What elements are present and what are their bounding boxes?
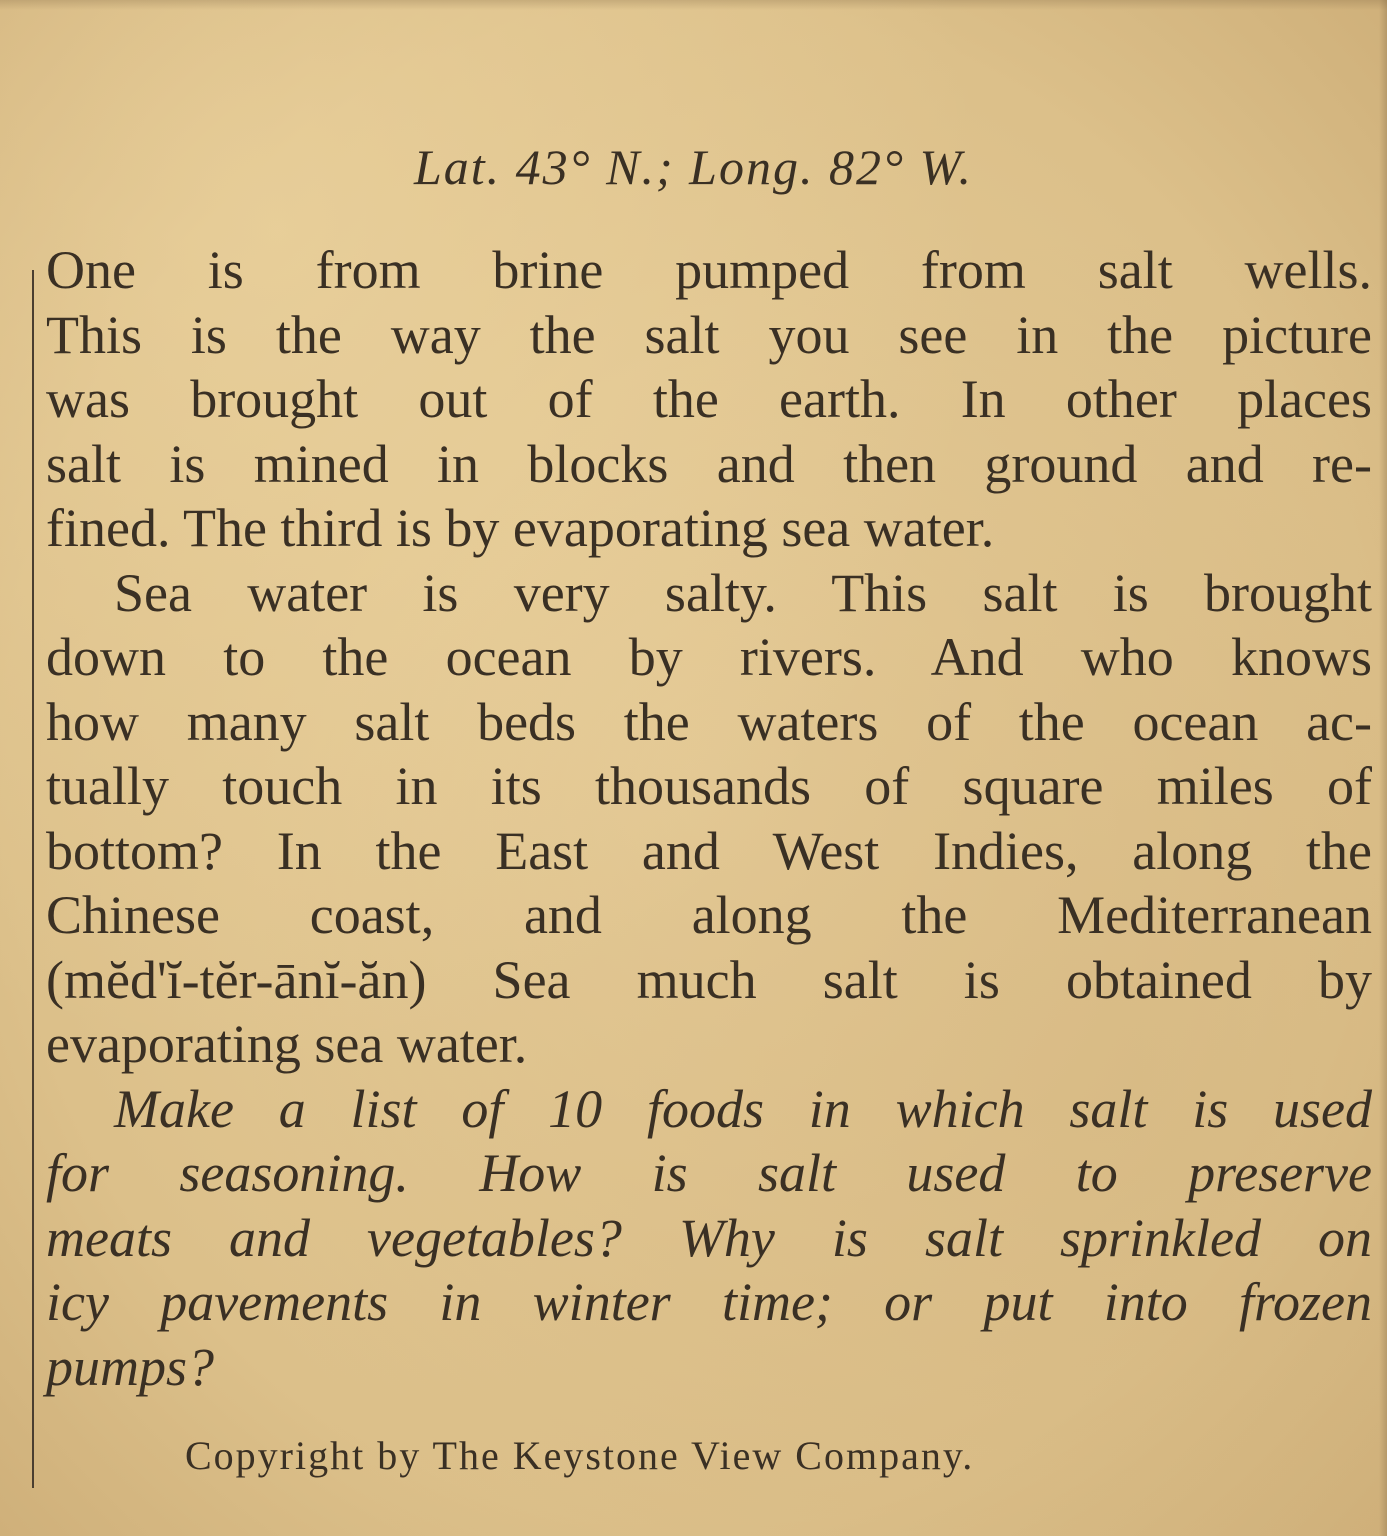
paragraph1-line: fined. The third is by evaporating sea water. [46, 498, 995, 558]
body-text [46, 238, 1372, 1399]
paragraph2-line: (mĕd'ĭ-tĕr-ānĭ-ăn) Sea much salt is obtained by [46, 949, 1372, 1010]
paragraph1-line: This is the way the salt you see in the picture [46, 304, 1372, 365]
question-line: meats and vegetables? Why is salt sprinkled on [46, 1207, 1372, 1268]
paragraph2-line: Chinese coast, and along the Mediterranean [46, 885, 1372, 945]
question-line: Make a list of 10 foods in which salt is used [114, 1078, 1372, 1139]
card-edge-shadow-top [0, 0, 1387, 10]
question-line: icy pavements in winter time; or put into frozen [46, 1272, 1372, 1332]
question-line: for seasoning. How is salt used to preserve [46, 1143, 1372, 1203]
copyright-footer: Copyright by The Keystone View Company. [185, 1433, 975, 1478]
paragraph2-line: how many salt beds the waters of the ocean ac- [46, 691, 1372, 752]
paragraph2-line: down to the ocean by rivers. And who knows [46, 627, 1372, 687]
question-line: pumps? [46, 1336, 215, 1397]
paragraph2-line: tually touch in its thousands of square miles of [46, 756, 1372, 816]
left-margin-rule [32, 270, 34, 1488]
paragraph2-line: bottom? In the East and West Indies, along the [46, 820, 1372, 881]
coordinates-heading: Lat. 43° N.; Long. 82° W. [413, 139, 974, 195]
card-edge-shadow-right [1379, 0, 1387, 1536]
paragraph1-line: One is from brine pumped from salt wells. [46, 240, 1372, 300]
paragraph1-line: salt is mined in blocks and then ground and re- [46, 433, 1372, 494]
paragraph2-line: evaporating sea water. [46, 1014, 528, 1074]
paragraph2-line: Sea water is very salty. This salt is brought [114, 562, 1372, 623]
paragraph1-line: was brought out of the earth. In other places [46, 369, 1372, 429]
